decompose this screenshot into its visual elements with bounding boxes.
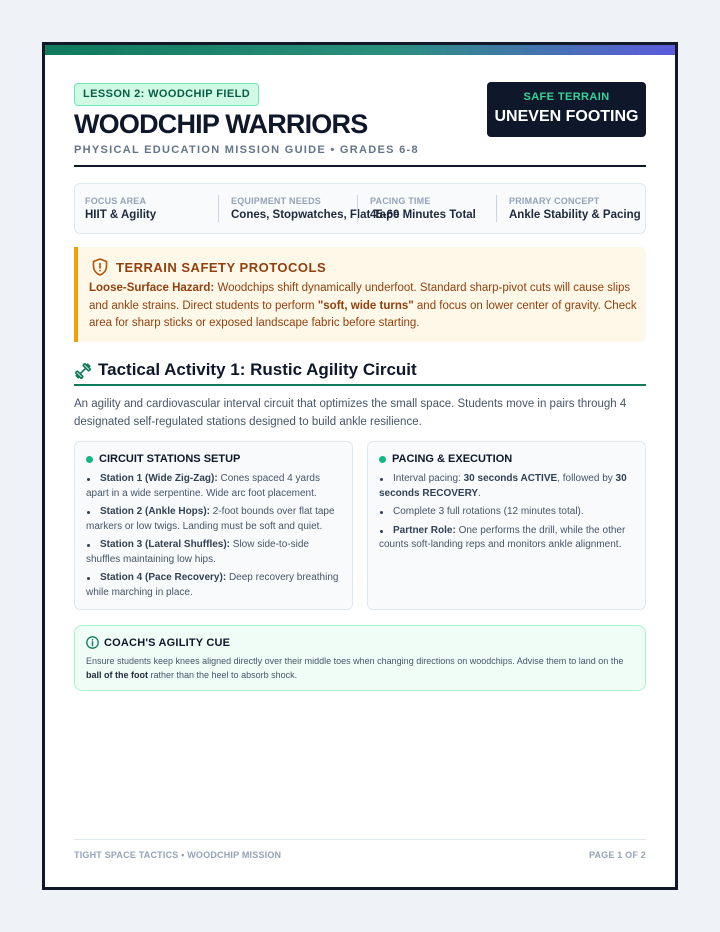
pacing-emphasis: 30 seconds RECOVERY — [379, 473, 627, 499]
meta-value: Ankle Stability & Pacing — [509, 209, 641, 221]
list-item — [86, 571, 344, 600]
pacing-emphasis: Partner Role: — [393, 524, 456, 536]
page-title: WOODCHIP WARRIORS — [74, 109, 368, 139]
cue-heading-text: COACH'S AGILITY CUE — [104, 636, 231, 649]
page-content — [74, 55, 646, 860]
pacing-text: . — [478, 487, 481, 499]
cue-text-part: rather than the heel to absorb shock. — [148, 669, 298, 680]
pacing-text: Interval pacing: — [393, 473, 464, 484]
stations-card — [74, 441, 353, 610]
list-item — [86, 505, 344, 534]
lesson-badge: LESSON 2: WOODCHIP FIELD — [74, 83, 259, 106]
green-dot-icon — [86, 456, 93, 463]
stations-list — [86, 472, 344, 604]
hazard-label: Loose-Surface Hazard: — [89, 282, 215, 294]
cue-text — [86, 655, 638, 682]
terrain-status-box — [487, 82, 646, 137]
guide-page — [42, 42, 678, 890]
page-subtitle: PHYSICAL EDUCATION MISSION GUIDE • GRADES 6-8 — [74, 144, 419, 156]
cue-heading — [86, 636, 230, 649]
lesson-meta-bar — [74, 183, 646, 234]
list-item — [86, 538, 344, 567]
activity-title: Tactical Activity 1: Rustic Agility Circuit — [98, 360, 417, 379]
list-item — [379, 524, 637, 553]
station-label: Station 4 (Pace Recovery): — [100, 572, 227, 583]
list-item — [379, 472, 637, 501]
cue-text-part: Ensure students keep knees aligned directly over their middle toes when changing directions on woodchips. Advise them to land on the — [86, 656, 624, 666]
meta-value: HIIT & Agility — [85, 209, 157, 221]
cue-emphasis: ball of the foot — [86, 669, 148, 680]
meta-equipment — [218, 184, 400, 233]
gradient-top-bar — [45, 45, 675, 55]
page-header — [74, 55, 646, 167]
dumbbell-icon — [74, 362, 92, 380]
pacing-list — [379, 472, 637, 557]
footer-title: TIGHT SPACE TACTICS • WOODCHIP MISSION — [74, 850, 282, 860]
pacing-emphasis: 30 seconds ACTIVE — [463, 473, 558, 484]
meta-label: FOCUS AREA — [85, 196, 147, 206]
meta-label: EQUIPMENT NEEDS — [231, 196, 322, 206]
meta-value: Cones, Stopwatches, Flat Tape — [231, 209, 400, 221]
list-item — [379, 505, 637, 520]
alert-text — [89, 280, 641, 333]
station-label: Station 3 (Lateral Shuffles): — [100, 539, 231, 550]
station-text: Deep recovery breathing while marching in place. — [86, 572, 339, 598]
meta-focus-area — [75, 184, 218, 233]
terrain-safety-alert — [74, 247, 646, 342]
stations-heading-text: CIRCUIT STATIONS SETUP — [99, 453, 241, 465]
shield-alert-icon — [92, 258, 108, 276]
alert-emphasis: "soft, wide turns" — [317, 299, 414, 312]
alert-title: TERRAIN SAFETY PROTOCOLS — [116, 260, 327, 275]
list-item — [86, 472, 344, 501]
meta-primary-concept — [496, 184, 646, 233]
station-text: 2-foot bounds over flat tape markers or low twigs. Landing must be soft and quiet. — [86, 506, 335, 532]
station-text: Slow side-to-side shuffles maintaining low hips. — [86, 539, 309, 565]
station-text: Cones spaced 4 yards apart in a wide serpentine. Wide arc foot placement. — [86, 473, 320, 499]
pacing-text: One performs the drill, while the other counts soft-landing reps and monitors ankle alignment. — [379, 524, 626, 550]
pacing-heading-text: PACING & EXECUTION — [392, 453, 513, 465]
page-footer — [74, 839, 646, 859]
meta-value: 45-60 Minutes Total — [370, 209, 476, 221]
pacing-card — [367, 441, 646, 610]
activity-intro: An agility and cardiovascular interval circuit that optimizes the small space. Students move in pairs through 4 designated self-regulated stations designed to build ankle resilience. — [74, 398, 627, 428]
station-label: Station 2 (Ankle Hops): — [100, 506, 211, 517]
pacing-text: Complete 3 full rotations (12 minutes total). — [393, 506, 584, 517]
coach-cue-box — [74, 625, 646, 691]
green-dot-icon — [379, 456, 386, 463]
alert-text-part: Woodchips shift dynamically underfoot. Standard sharp-pivot cuts will cause slips and ankle strains. Direct students to perform — [89, 282, 631, 312]
pacing-heading — [379, 453, 512, 465]
terrain-value: UNEVEN FOOTING — [494, 108, 639, 125]
info-icon — [86, 636, 99, 649]
terrain-label: SAFE TERRAIN — [523, 91, 610, 103]
stations-heading — [86, 453, 240, 465]
alert-text-part: and focus on lower center of gravity. Check area for sharp sticks or exposed landscape fabric before starting. — [89, 299, 637, 329]
station-label: Station 1 (Wide Zig-Zag): — [100, 473, 218, 484]
page-number: PAGE 1 OF 2 — [588, 850, 646, 860]
meta-pacing-time — [357, 184, 496, 233]
activity-section-title — [74, 358, 646, 386]
meta-label: PACING TIME — [370, 196, 431, 206]
pacing-text: , followed by — [557, 473, 616, 484]
meta-label: PRIMARY CONCEPT — [509, 196, 600, 206]
